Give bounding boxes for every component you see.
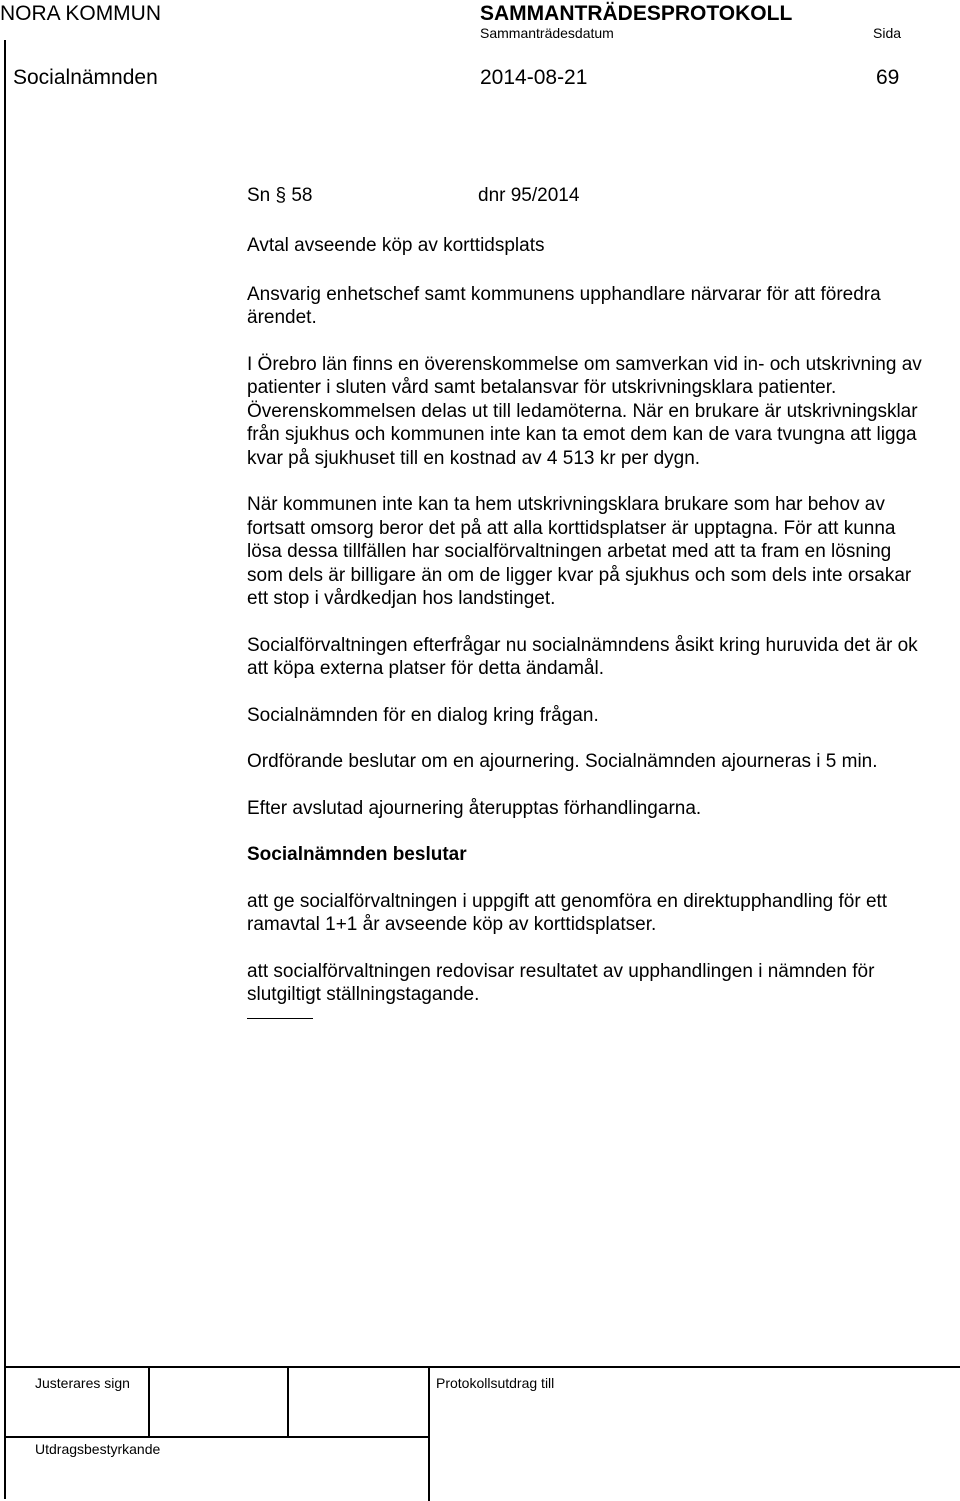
extract-to-label: Protokollsutdrag till	[436, 1375, 555, 1391]
item-title: Avtal avseende köp av korttidsplats	[247, 235, 545, 256]
signature-footer	[4, 1366, 960, 1501]
paragraph-agreement: I Örebro län finns en överenskommelse om samverkan vid in- och utskrivning av patienter i sluten vård samt betalansvar för utskrivningsklara patienter. Överenskommelsen delas ut till ledamöterna. När en brukare är utskrivningsklar från sjukhus och kommunen inte kan ta emot dem kan de vara tvungna att ligga kvar på sjukhuset till en kostnad av 4 513 kr per dygn.	[247, 353, 922, 469]
paragraph-adjournment: Ordförande beslutar om en ajournering. Socialnämnden ajourneras i 5 min.	[247, 751, 878, 772]
paragraph-capacity: När kommunen inte kan ta hem utskrivningsklara brukare som har behov av fortsatt omsorg beror det på att alla korttidsplatser är upptagna. För att kunna lösa dessa tillfällen har socialförvaltningen arbetat med att ta fram en lösning som dels är billigare än om de ligger kvar på sjukhus och som dels inte orsakar ett stop i vårdkedjan hos landstinget.	[247, 494, 912, 609]
end-of-item-rule	[247, 1018, 313, 1020]
left-margin-rule	[4, 40, 6, 1499]
decision-item-2: att socialförvaltningen redovisar resultatet av upphandlingen i nämnden för slutgiltigt ställningstagande.	[247, 960, 875, 1005]
section-number: Sn § 58	[247, 185, 313, 206]
committee-name: Socialnämnden	[13, 66, 158, 89]
meeting-date-label: Sammanträdesdatum	[480, 25, 614, 41]
meeting-date: 2014-08-21	[480, 66, 588, 89]
decision-item-1: att ge socialförvaltningen i uppgift att genomföra en direktupphandling för ett ramavtal 1+1 år avseende köp av korttidsplatser.	[247, 890, 888, 935]
agenda-item	[247, 184, 932, 1019]
paragraph-request: Socialförvaltningen efterfrågar nu socialnämndens åsikt kring huruvida det är ok att köpa externa platser för detta ändamål.	[247, 634, 918, 679]
document-type: SAMMANTRÄDESPROTOKOLL	[480, 2, 793, 25]
footer-divider	[4, 1436, 428, 1438]
footer-divider	[148, 1368, 150, 1436]
page-label: Sida	[873, 25, 902, 41]
extract-certifier-label: Utdragsbestyrkande	[35, 1441, 161, 1457]
paragraph-dialog: Socialnämnden för en dialog kring frågan.	[247, 704, 599, 726]
decision-heading: Socialnämnden beslutar	[247, 844, 467, 865]
paragraph-presenters: Ansvarig enhetschef samt kommunens upphandlare närvarar för att föredra ärendet.	[247, 283, 881, 328]
page-number: 69	[876, 66, 900, 89]
paragraph-resumed: Efter avslutad ajournering återupptas förhandlingarna.	[247, 797, 702, 819]
organization-name: NORA KOMMUN	[0, 2, 162, 25]
adjuster-sign-label: Justerares sign	[35, 1375, 130, 1391]
footer-divider	[428, 1368, 430, 1501]
footer-divider	[287, 1368, 289, 1436]
case-number: dnr 95/2014	[478, 185, 580, 206]
